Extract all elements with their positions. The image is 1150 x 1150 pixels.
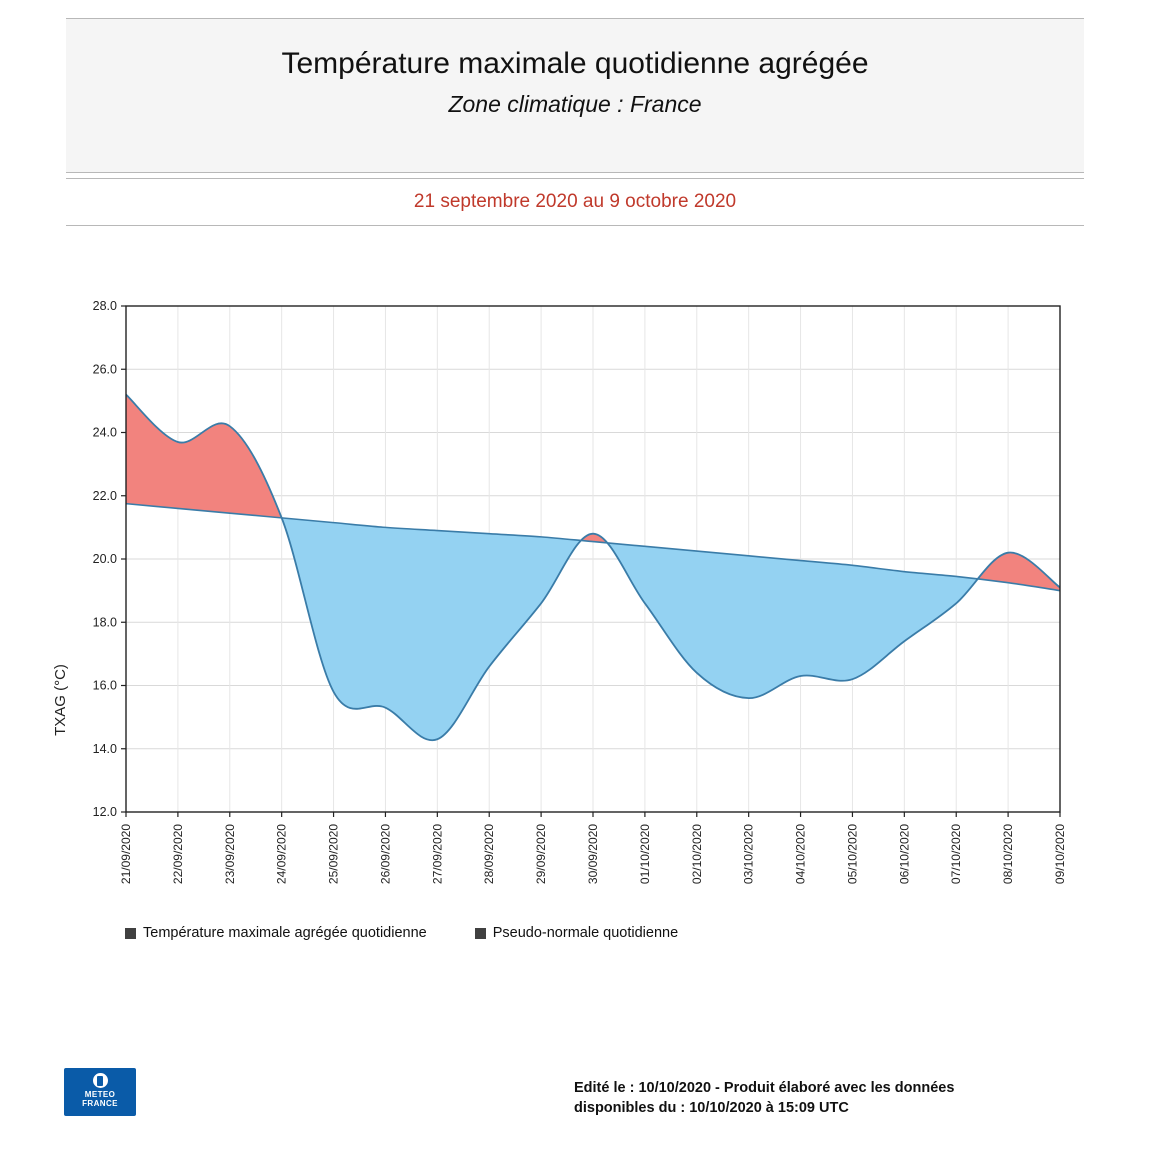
x-tick-label: 07/10/2020 [949,824,964,885]
legend-label: Pseudo-normale quotidienne [492,925,679,941]
header-band [66,18,1084,173]
legend-swatch-icon [475,928,486,939]
chart-area [0,280,1150,920]
x-tick-label: 03/10/2020 [741,824,756,885]
x-tick-label: 29/09/2020 [534,824,549,885]
x-tick-label: 01/10/2020 [637,824,652,885]
footer-line-1: Edité le : 10/10/2020 - Produit élaboré avec les données [574,1080,955,1096]
x-tick-label: 23/09/2020 [222,824,237,885]
y-tick-label: 18.0 [92,615,117,630]
x-tick-label: 22/09/2020 [170,824,185,885]
x-tick-label: 21/09/2020 [119,824,133,885]
legend-item[interactable] [475,925,678,941]
y-tick-label: 24.0 [92,425,117,440]
footer-line-2: disponibles du : 10/10/2020 à 15:09 UTC [574,1100,849,1116]
x-tick-label: 04/10/2020 [793,824,808,885]
y-tick-label: 12.0 [92,805,117,819]
x-tick-label: 26/09/2020 [378,824,393,885]
x-tick-label: 28/09/2020 [482,824,497,885]
x-tick-label: 25/09/2020 [326,824,341,885]
y-axis-label: TXAG (°C) [52,664,69,736]
x-tick-label: 30/09/2020 [586,824,600,885]
logo-icon [93,1073,108,1088]
temperature-line-chart [0,280,1150,920]
x-tick-label: 02/10/2020 [689,824,704,885]
period-band [66,178,1084,226]
legend-swatch-icon [125,928,136,939]
page-title: Température maximale quotidienne agrégée [281,47,869,80]
x-tick-label: 09/10/2020 [1053,824,1067,885]
x-tick-label: 27/09/2020 [430,824,445,885]
y-tick-label: 28.0 [92,299,117,313]
x-tick-label: 24/09/2020 [274,824,289,885]
x-tick-label: 08/10/2020 [1001,824,1016,885]
legend-label: Température maximale agrégée quotidienne [143,925,427,941]
x-tick-label: 06/10/2020 [897,824,912,885]
y-tick-label: 14.0 [92,741,117,756]
footer-note [574,1078,1094,1118]
logo-line-2: FRANCE [82,1099,118,1108]
legend-item[interactable] [125,925,427,941]
y-tick-label: 22.0 [92,488,117,503]
chart-legend [125,925,1025,951]
y-tick-label: 16.0 [92,678,117,693]
y-tick-label: 26.0 [92,362,117,377]
meteo-france-logo [64,1068,136,1116]
page-subtitle: Zone climatique : France [448,91,702,117]
logo-line-1: METEO [84,1090,116,1099]
period-label: 21 septembre 2020 au 9 octobre 2020 [413,191,737,212]
y-tick-label: 20.0 [92,552,117,566]
x-tick-label: 05/10/2020 [845,824,860,885]
